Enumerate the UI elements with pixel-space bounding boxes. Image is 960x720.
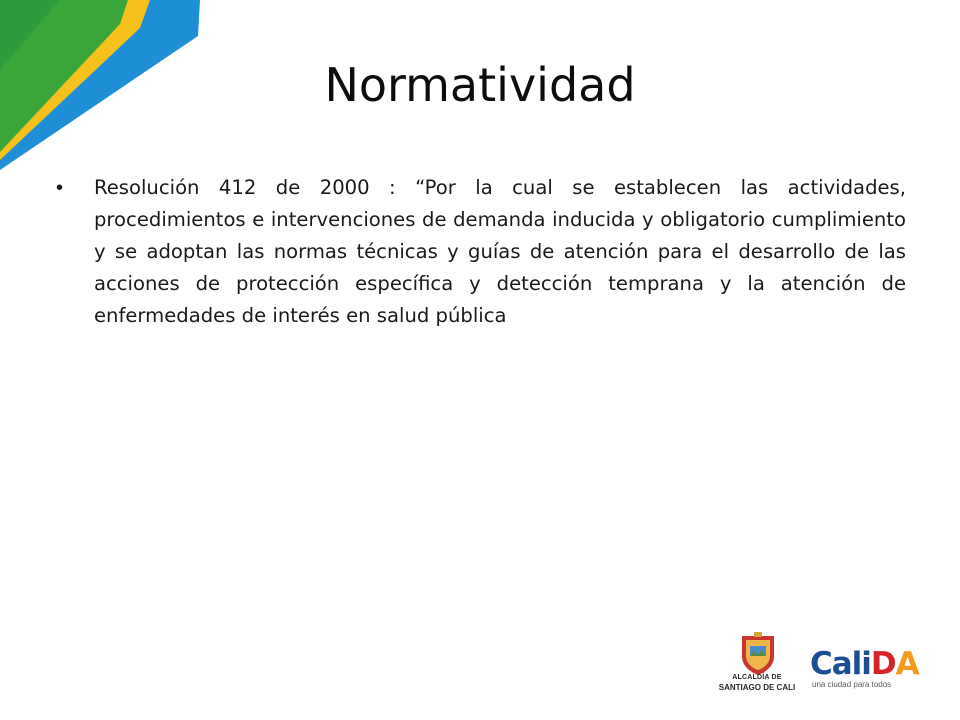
- slide-title: Normatividad: [324, 58, 636, 112]
- alcaldia-line-2: SANTIAGO DE CALI: [718, 683, 796, 692]
- alcaldia-line-1: ALCALDÍA DE: [732, 674, 782, 681]
- calida-d: D: [870, 646, 896, 682]
- bullet-text: Resolución 412 de 2000 : “Por la cual se establecen las actividades, procedimientos e intervenciones de demanda inducida y obligatorio cumplimiento y se adoptan las normas técnicas y guías de atención para el desarrollo de las acciones de protección específica y detección temprana y la atención de enfermedades de interés en salud pública: [94, 176, 906, 327]
- calida-wordmark: [810, 644, 919, 684]
- calida-cali: Cali: [810, 646, 871, 682]
- calida-logo: [810, 644, 934, 694]
- list-item: [56, 172, 906, 332]
- bullet-list: [56, 172, 906, 332]
- coat-of-arms-icon: [738, 632, 778, 676]
- calida-a: A: [895, 646, 919, 682]
- bullet-marker: •: [56, 177, 64, 199]
- footer-logos: [712, 628, 942, 708]
- calida-tagline: una ciudad para todos: [812, 680, 892, 689]
- alcaldia-logo: [712, 628, 802, 698]
